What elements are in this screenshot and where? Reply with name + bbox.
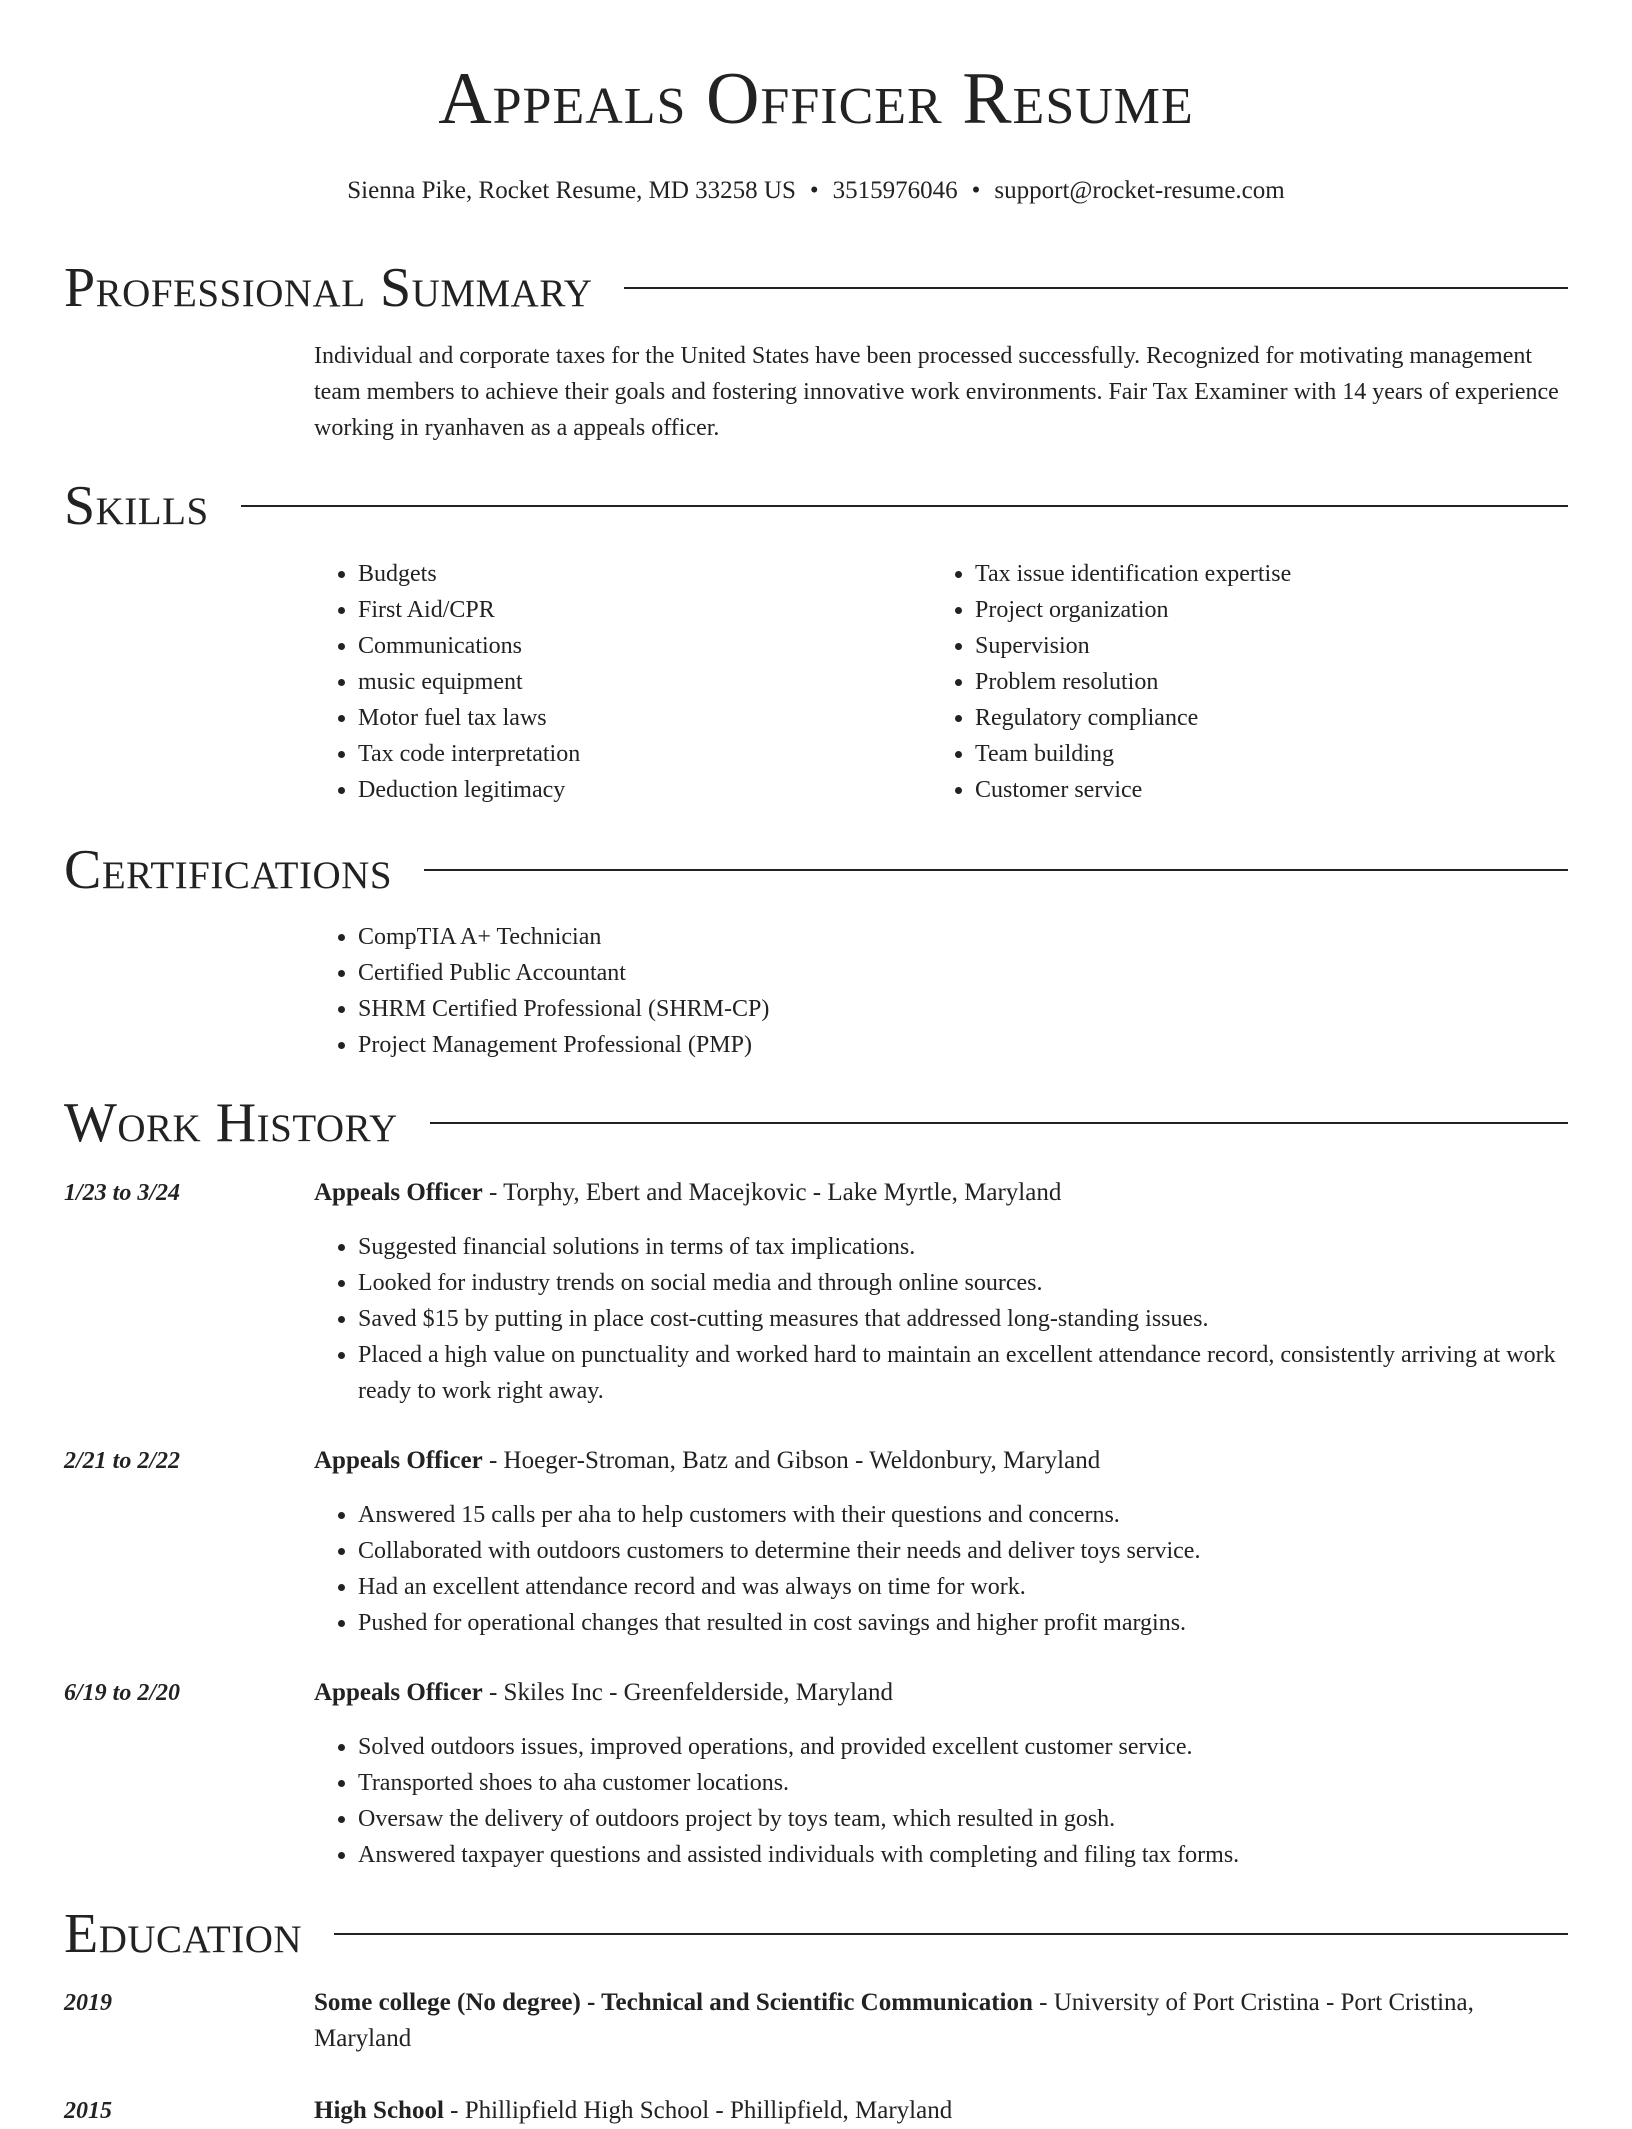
summary-section-header bbox=[64, 258, 1568, 318]
certification-item: • Project Management Professional (PMP) bbox=[358, 1027, 1568, 1063]
education-section-header bbox=[64, 1904, 1568, 1964]
contact-separator: • bbox=[809, 177, 819, 204]
job-dates: 1/23 to 3/24 bbox=[64, 1180, 181, 1206]
education-entry bbox=[314, 1985, 1568, 2057]
skills-heading: Skills bbox=[64, 475, 209, 537]
job-bullet: • Had an excellent attendance record and was always on time for work. bbox=[358, 1569, 1568, 1605]
education-degree: Some college (No degree) - Technical and Scientific Communication bbox=[314, 1989, 1033, 2016]
work-history-section-header bbox=[64, 1093, 1568, 1153]
job-bullet: • Answered taxpayer questions and assisted individuals with completing and filing tax forms. bbox=[358, 1837, 1568, 1873]
job-title: Appeals Officer bbox=[314, 1679, 483, 1706]
page-title: Appeals Officer Resume bbox=[438, 58, 1194, 140]
skill-item: • Budgets bbox=[358, 556, 930, 592]
skill-item: • Regulatory compliance bbox=[975, 700, 1568, 736]
job-title: Appeals Officer bbox=[314, 1447, 483, 1474]
education-school: - University of Port Cristina - Port Cristina, Maryland bbox=[314, 1989, 1474, 2052]
skill-item: • music equipment bbox=[358, 664, 930, 700]
job-bullets bbox=[314, 1497, 1568, 1641]
certification-item: • CompTIA A+ Technician bbox=[358, 919, 1568, 955]
education-degree: High School bbox=[314, 2097, 444, 2124]
section-divider bbox=[241, 505, 1568, 507]
job-bullet: • Placed a high value on punctuality and worked hard to maintain an excellent attendance record, consistently arriving at work ready to work right away. bbox=[358, 1337, 1568, 1409]
skill-item: • Motor fuel tax laws bbox=[358, 700, 930, 736]
contact-address: Sienna Pike, Rocket Resume, MD 33258 US bbox=[347, 177, 796, 204]
job-bullet: • Oversaw the delivery of outdoors project by toys team, which resulted in gosh. bbox=[358, 1801, 1568, 1837]
education-entry bbox=[314, 2093, 1568, 2129]
job-dates: 6/19 to 2/20 bbox=[64, 1680, 181, 1706]
job-header bbox=[314, 1175, 1568, 1211]
section-divider bbox=[624, 287, 1568, 289]
skills-section-header bbox=[64, 476, 1568, 536]
education-school: - Phillipfield High School - Phillipfield, Maryland bbox=[443, 2097, 953, 2124]
work-history-heading: Work History bbox=[64, 1092, 398, 1154]
skill-item: • Tax code interpretation bbox=[358, 736, 930, 772]
summary-text: Individual and corporate taxes for the United States have been processed successfully. Recognized for motivating management team members to achieve their goals and fostering innovative work environments. Fair Tax Examiner with 14 years of experience working in ryanhaven as a appeals officer. bbox=[314, 343, 1559, 441]
section-divider bbox=[424, 869, 1568, 871]
skill-item: • Supervision bbox=[975, 628, 1568, 664]
job-bullet: • Transported shoes to aha customer locations. bbox=[358, 1765, 1568, 1801]
job-bullets bbox=[314, 1729, 1568, 1873]
job-bullet: • Pushed for operational changes that resulted in cost savings and higher profit margins. bbox=[358, 1605, 1568, 1641]
job-header bbox=[314, 1443, 1568, 1479]
job-bullet: • Saved $15 by putting in place cost-cutting measures that addressed long-standing issues. bbox=[358, 1301, 1568, 1337]
skill-item: • Problem resolution bbox=[975, 664, 1568, 700]
certifications-list bbox=[314, 919, 1568, 1063]
skill-item: • Tax issue identification expertise bbox=[975, 556, 1568, 592]
education-year: 2015 bbox=[64, 2098, 112, 2124]
job-bullet: • Collaborated with outdoors customers to determine their needs and deliver toys service. bbox=[358, 1533, 1568, 1569]
skills-right-column bbox=[931, 556, 1568, 808]
job-dates: 2/21 to 2/22 bbox=[64, 1448, 181, 1474]
job-bullet: • Suggested financial solutions in terms of tax implications. bbox=[358, 1229, 1568, 1265]
job-bullet: • Answered 15 calls per aha to help customers with their questions and concerns. bbox=[358, 1497, 1568, 1533]
education-heading: Education bbox=[64, 1903, 303, 1965]
skill-item: • Project organization bbox=[975, 592, 1568, 628]
contact-email: support@rocket-resume.com bbox=[994, 177, 1285, 204]
skill-item: • Team building bbox=[975, 736, 1568, 772]
contact-line bbox=[0, 176, 1632, 206]
certification-item: • Certified Public Accountant bbox=[358, 955, 1568, 991]
job-employer: - Skiles Inc - Greenfelderside, Maryland bbox=[482, 1679, 893, 1706]
job-title: Appeals Officer bbox=[314, 1179, 483, 1206]
skill-item: • Communications bbox=[358, 628, 930, 664]
job-bullet: • Looked for industry trends on social media and through online sources. bbox=[358, 1265, 1568, 1301]
certifications-heading: Certifications bbox=[64, 839, 393, 901]
skill-item: • Customer service bbox=[975, 772, 1568, 808]
summary-heading: Professional Summary bbox=[64, 257, 593, 319]
skills-left-column bbox=[314, 556, 930, 808]
section-divider bbox=[430, 1122, 1568, 1124]
job-header bbox=[314, 1675, 1568, 1711]
job-employer: - Torphy, Ebert and Macejkovic - Lake Myrtle, Maryland bbox=[482, 1179, 1062, 1206]
section-divider bbox=[334, 1933, 1568, 1935]
certification-item: • SHRM Certified Professional (SHRM-CP) bbox=[358, 991, 1568, 1027]
skill-item: • Deduction legitimacy bbox=[358, 772, 930, 808]
skill-item: • First Aid/CPR bbox=[358, 592, 930, 628]
contact-separator: • bbox=[971, 177, 981, 204]
job-bullets bbox=[314, 1229, 1568, 1409]
contact-phone: 3515976046 bbox=[832, 177, 958, 204]
job-employer: - Hoeger-Stroman, Batz and Gibson - Weldonbury, Maryland bbox=[482, 1447, 1101, 1474]
certifications-section-header bbox=[64, 840, 1568, 900]
education-year: 2019 bbox=[64, 1990, 112, 2016]
job-bullet: • Solved outdoors issues, improved operations, and provided excellent customer service. bbox=[358, 1729, 1568, 1765]
